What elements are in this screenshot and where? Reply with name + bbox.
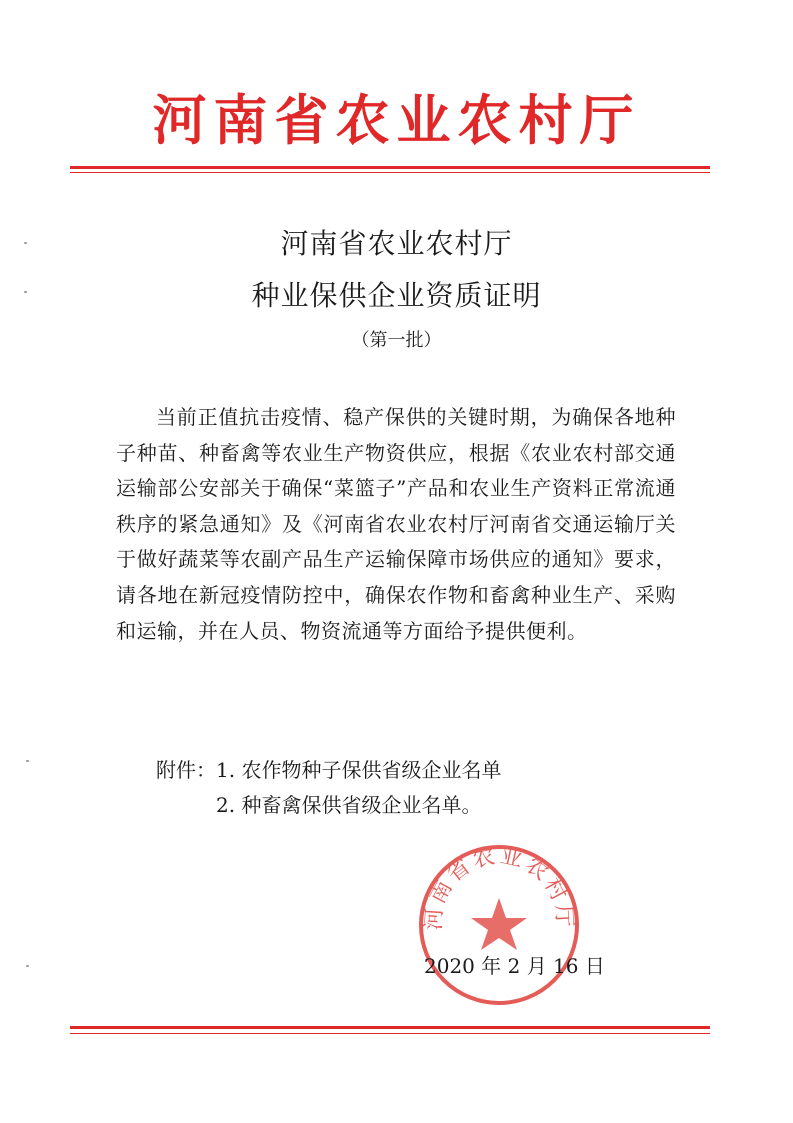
masthead-title: 河南省农业农村厅 [152,89,641,152]
seal-star-icon [471,898,527,950]
footer-rule-thin [70,1033,710,1034]
official-seal [414,840,584,1010]
footer-rule-thick [70,1026,710,1029]
scan-speck [26,760,29,762]
attachment-item-1: 1. 农作物种子保供省级企业名单 [216,758,502,782]
attachment-item-2: 2. 种畜禽保供省级企业名单。 [216,793,482,817]
scan-speck [24,291,27,293]
attachments-label: 附件： [156,758,216,782]
doc-title-line1: 河南省农业农村厅 [280,227,513,260]
masthead-rule-thin [70,172,710,173]
svg-text:河南省农业农村厅: 河南省农业农村厅 [421,843,577,931]
masthead-rule-thick [70,166,710,169]
scan-speck [26,965,29,967]
scan-speck [24,242,27,244]
doc-title-line2: 种业保供企业资质证明 [251,279,542,312]
issue-date: 2020 年 2 月 16 日 [424,954,605,978]
doc-batch-label: （第一批） [351,330,442,351]
body-paragraph: 当前正值抗击疫情、稳产保供的关键时期，为确保各地种子种苗、种畜禽等农业生产物资供应，根据《农业农村部交通运输部公安部关于确保“菜篮子”产品和农业生产资料正常流通秩序的紧急通知》及《河南省农业农村厅河南省交通运输厅关于做好蔬菜等农副产品生产运输保障市场供应的通知》要求，请各地在新冠疫情防控中，确保农作物和畜禽种业生产、采购和运输，并在人员、物资流通等方面给予提供便利。 [116,405,676,643]
